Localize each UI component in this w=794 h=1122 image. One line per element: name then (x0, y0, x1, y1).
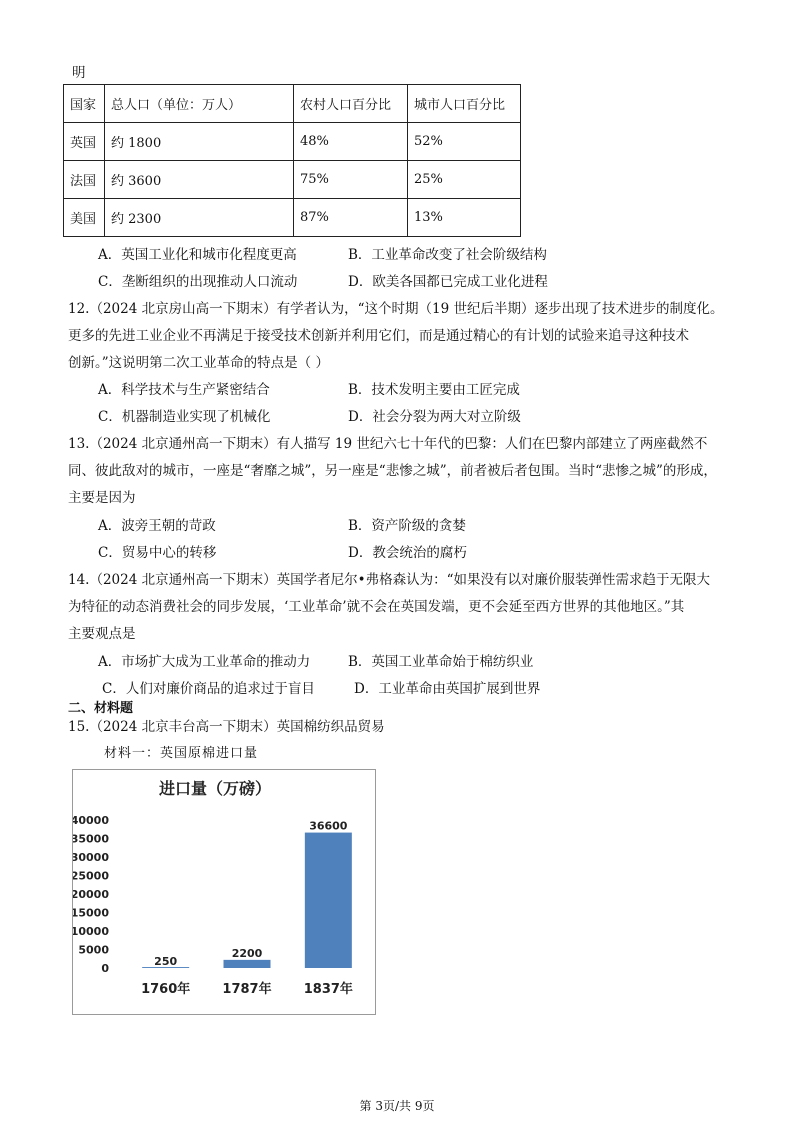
table-row (64, 199, 521, 237)
q12-option-c: C．机器制造业实现了机械化 (98, 409, 271, 425)
table-row (64, 123, 521, 161)
section-heading: 二、材料题 (68, 701, 134, 716)
y-tick-label: 35000 (73, 832, 109, 846)
table-cell: 75% (294, 161, 408, 199)
q13-stem-line-2: 同、彼此敌对的城市，一座是“奢靡之城”，另一座是“悲惨之城”，前者被后者包围。当时“悲惨之城”的形成， (68, 463, 717, 479)
table-header-cell: 国家 (64, 85, 105, 123)
q13-option-b: B．资产阶级的贪婪 (348, 518, 466, 534)
y-tick-label: 30000 (73, 851, 109, 864)
q12-stem-line-1: 12.（2024 北京房山高一下期末）有学者认为，“这个时期（19 世纪后半期）逐步出现了技术进步的制度化。 (68, 301, 724, 317)
bar (305, 833, 352, 968)
q13-stem-line-3: 主要是因为 (68, 490, 136, 506)
material-1-caption: 材料一：英国原棉进口量 (104, 746, 259, 761)
x-tick-label: 1837年 (303, 982, 353, 997)
y-tick-label: 40000 (73, 814, 109, 827)
population-table (63, 84, 521, 237)
data-label: 36600 (309, 819, 348, 833)
table-cell: 25% (408, 161, 521, 199)
chart-title: 进口量（万磅） (158, 779, 272, 798)
q14-option-a: A．市场扩大成为工业革命的推动力 (98, 654, 311, 670)
data-label: 2200 (231, 946, 263, 960)
q13-option-a: A．波旁王朝的苛政 (98, 518, 216, 534)
q11-option-d: D．欧美各国都已完成工业化进程 (348, 274, 548, 290)
q13-stem-line-1: 13.（2024 北京通州高一下期末）有人描写 19 世纪六七十年代的巴黎：人们在巴黎内部建立了两座截然不 (68, 436, 708, 452)
table-cell: 13% (408, 199, 521, 237)
x-tick-label: 1760年 (141, 982, 191, 997)
page-footer: 第 3页/共 9页 (359, 1099, 435, 1113)
y-axis (73, 814, 109, 975)
import-volume-chart (72, 769, 376, 1015)
table-cell: 52% (408, 123, 521, 161)
y-tick-label: 15000 (73, 906, 109, 920)
q12-stem-line-3: 创新。”这说明第二次工业革命的特点是（ ） (68, 355, 329, 371)
table-cell: 美国 (64, 199, 105, 237)
table-header-cell: 总人口（单位：万人） (105, 85, 294, 123)
q11-option-b: B．工业革命改变了社会阶级结构 (348, 247, 547, 263)
x-axis (141, 981, 353, 997)
q11-option-a: A．英国工业化和城市化程度更高 (98, 247, 297, 263)
y-tick-label: 10000 (73, 925, 109, 938)
table-cell: 87% (294, 199, 408, 237)
q14-option-b: B．英国工业革命始于棉纺织业 (348, 654, 534, 670)
table-header-cell: 农村人口百分比 (294, 85, 408, 123)
q12-option-b: B．技术发明主要由工匠完成 (348, 382, 520, 398)
table-cell: 约 1800 (105, 123, 294, 161)
y-tick-label: 0 (101, 962, 109, 975)
table-cell: 48% (294, 123, 408, 161)
chart-canvas (73, 770, 375, 1014)
y-tick-label: 25000 (73, 869, 109, 883)
q12-stem-line-2: 更多的先进工业企业不再满足于接受技术创新并利用它们，而是通过精心的有计划的试验来追寻这种技术 (68, 328, 689, 344)
q15-title: 15.（2024 北京丰台高一下期末）英国棉纺织品贸易 (68, 719, 385, 735)
y-tick-label: 20000 (73, 888, 109, 901)
table-cell: 法国 (64, 161, 105, 199)
q13-option-c: C．贸易中心的转移 (98, 545, 217, 561)
data-label: 250 (154, 955, 178, 968)
table-header-cell: 城市人口百分比 (408, 85, 521, 123)
table-cell: 约 3600 (105, 161, 294, 199)
q12-option-d: D．社会分裂为两大对立阶级 (348, 409, 521, 425)
q14-option-c: C．人们对廉价商品的追求过于盲目 (102, 681, 315, 697)
q14-stem-line-1: 14.（2024 北京通州高一下期末）英国学者尼尔•弗格森认为：“如果没有以对廉价服装弹性需求趋于无限大 (68, 572, 710, 588)
q14-stem-line-3: 主要观点是 (68, 626, 136, 642)
q12-option-a: A．科学技术与生产紧密结合 (98, 382, 270, 398)
table-header-row (64, 85, 521, 123)
bar (224, 960, 271, 968)
q14-option-d: D．工业革命由英国扩展到世界 (354, 681, 541, 697)
q14-stem-line-2: 为特征的动态消费社会的同步发展，‘工业革命’就不会在英国发端，更不会延至西方世界的其他地区。”其 (68, 599, 685, 615)
y-tick-label: 5000 (78, 943, 109, 957)
x-tick-label: 1787年 (222, 982, 272, 997)
q11-option-c: C．垄断组织的出现推动人口流动 (98, 274, 298, 290)
top-fragment-text: 明 (72, 65, 86, 81)
table-cell: 英国 (64, 123, 105, 161)
q13-option-d: D．教会统治的腐朽 (348, 545, 467, 561)
table-row (64, 161, 521, 199)
table-cell: 约 2300 (105, 199, 294, 237)
